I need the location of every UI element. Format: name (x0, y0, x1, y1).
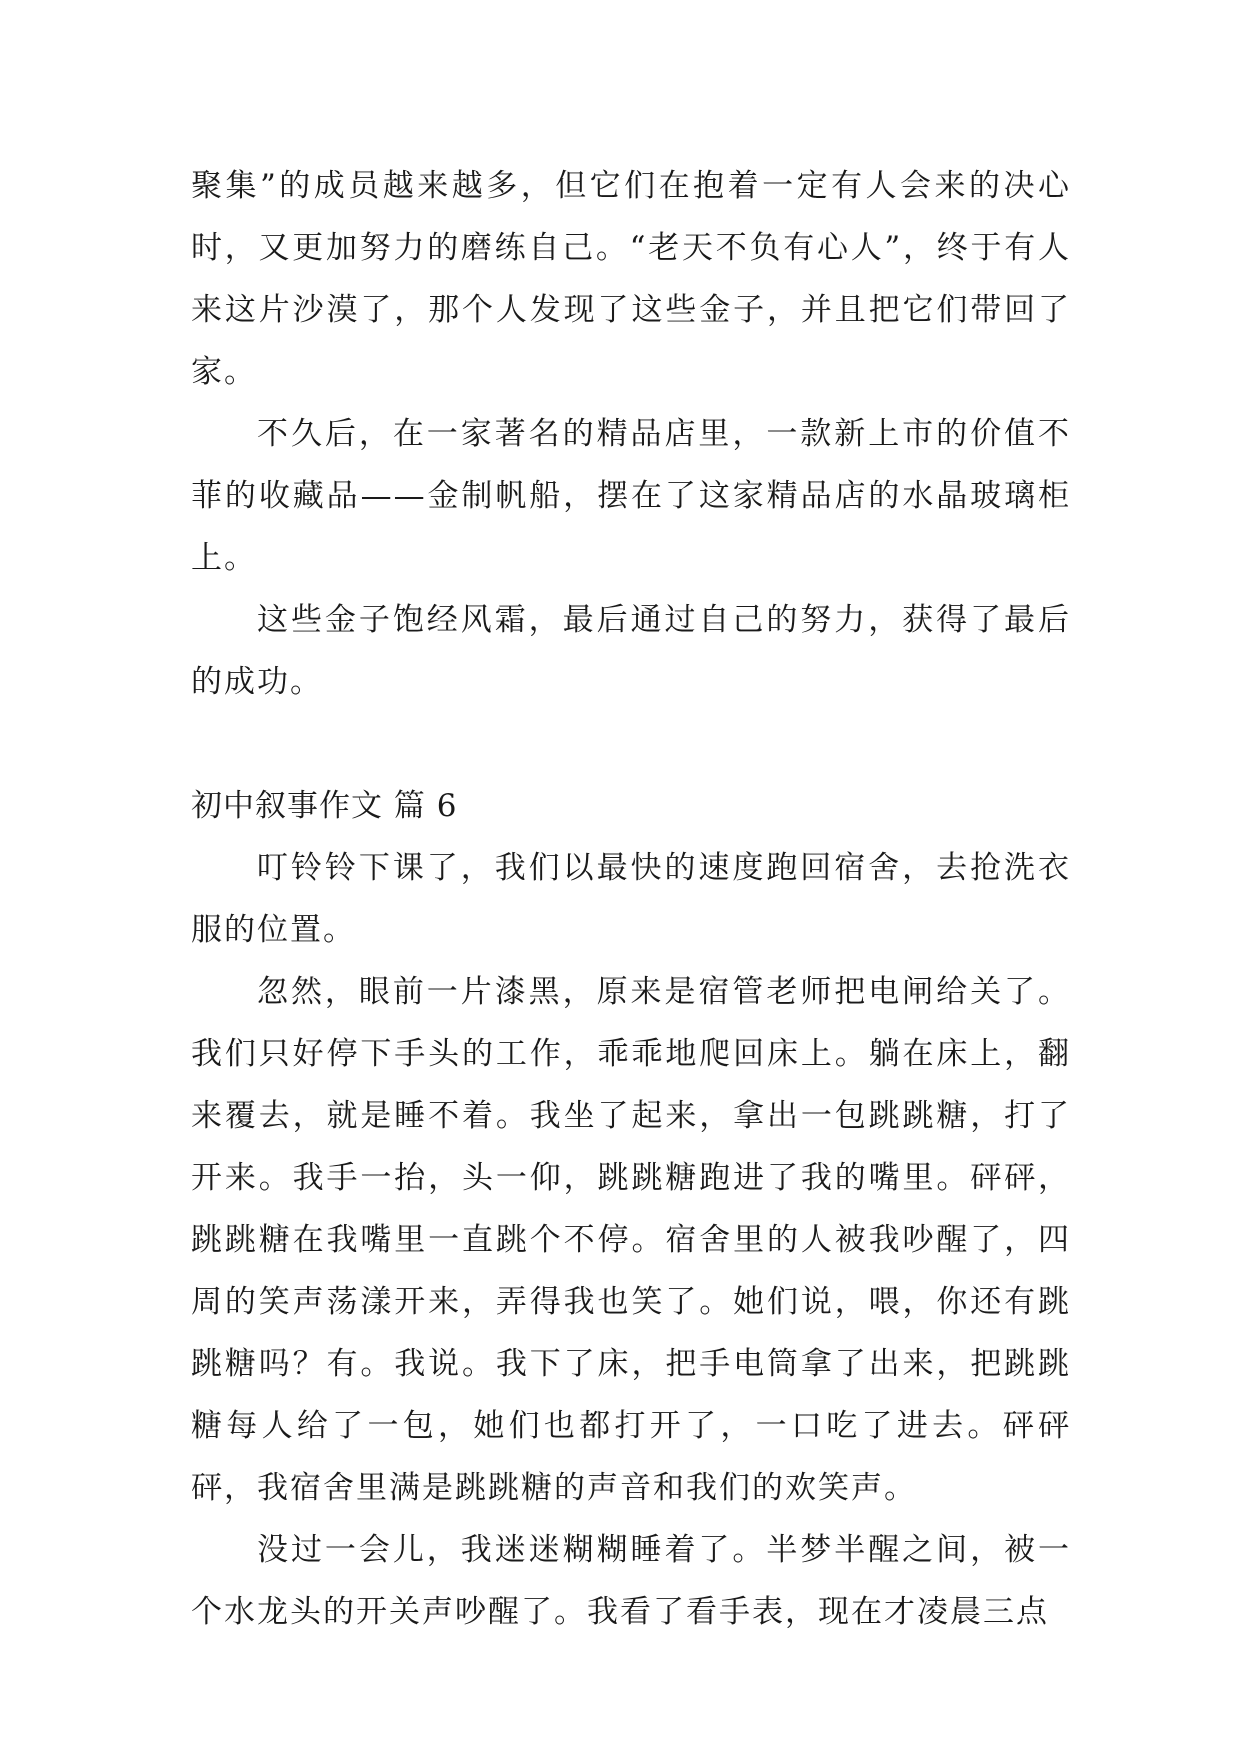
paragraph: 叮铃铃下课了，我们以最快的速度跑回宿舍，去抢洗衣服的位置。 (191, 850, 1071, 948)
paragraph: 不久后，在一家著名的精品店里，一款新上市的价值不菲的收藏品——金制帆船，摆在了这家精品店的水晶玻璃柜上。 (191, 416, 1071, 576)
document-body (191, 155, 1071, 1643)
paragraph: 没过一会儿，我迷迷糊糊睡着了。半梦半醒之间，被一个水龙头的开关声吵醒了。我看了看手表，现在才凌晨三点 (191, 1532, 1071, 1630)
paragraph-continued: 聚集”的成员越来越多，但它们在抱着一定有人会来的决心时，又更加努力的磨练自己。“老天不负有心人”，终于有人来这片沙漠了，那个人发现了这些金子，并且把它们带回了家。 (191, 168, 1071, 390)
section-spacer (191, 713, 1071, 775)
paragraph: 忽然，眼前一片漆黑，原来是宿管老师把电闸给关了。我们只好停下手头的工作，乖乖地爬回床上。躺在床上，翻来覆去，就是睡不着。我坐了起来，拿出一包跳跳糖，打了开来。我手一抬，头一仰，跳跳糖跑进了我的嘴里。砰砰，跳跳糖在我嘴里一直跳个不停。宿舍里的人被我吵醒了，四周的笑声荡漾开来，弄得我也笑了。她们说，喂，你还有跳跳糖吗？有。我说。我下了床，把手电筒拿了出来，把跳跳糖每人给了一包，她们也都打开了，一口吃了进去。砰砰砰，我宿舍里满是跳跳糖的声音和我们的欢笑声。 (191, 974, 1071, 1506)
section-heading: 初中叙事作文 篇 6 (191, 788, 458, 824)
paragraph: 这些金子饱经风霜，最后通过自己的努力，获得了最后的成功。 (191, 602, 1071, 700)
